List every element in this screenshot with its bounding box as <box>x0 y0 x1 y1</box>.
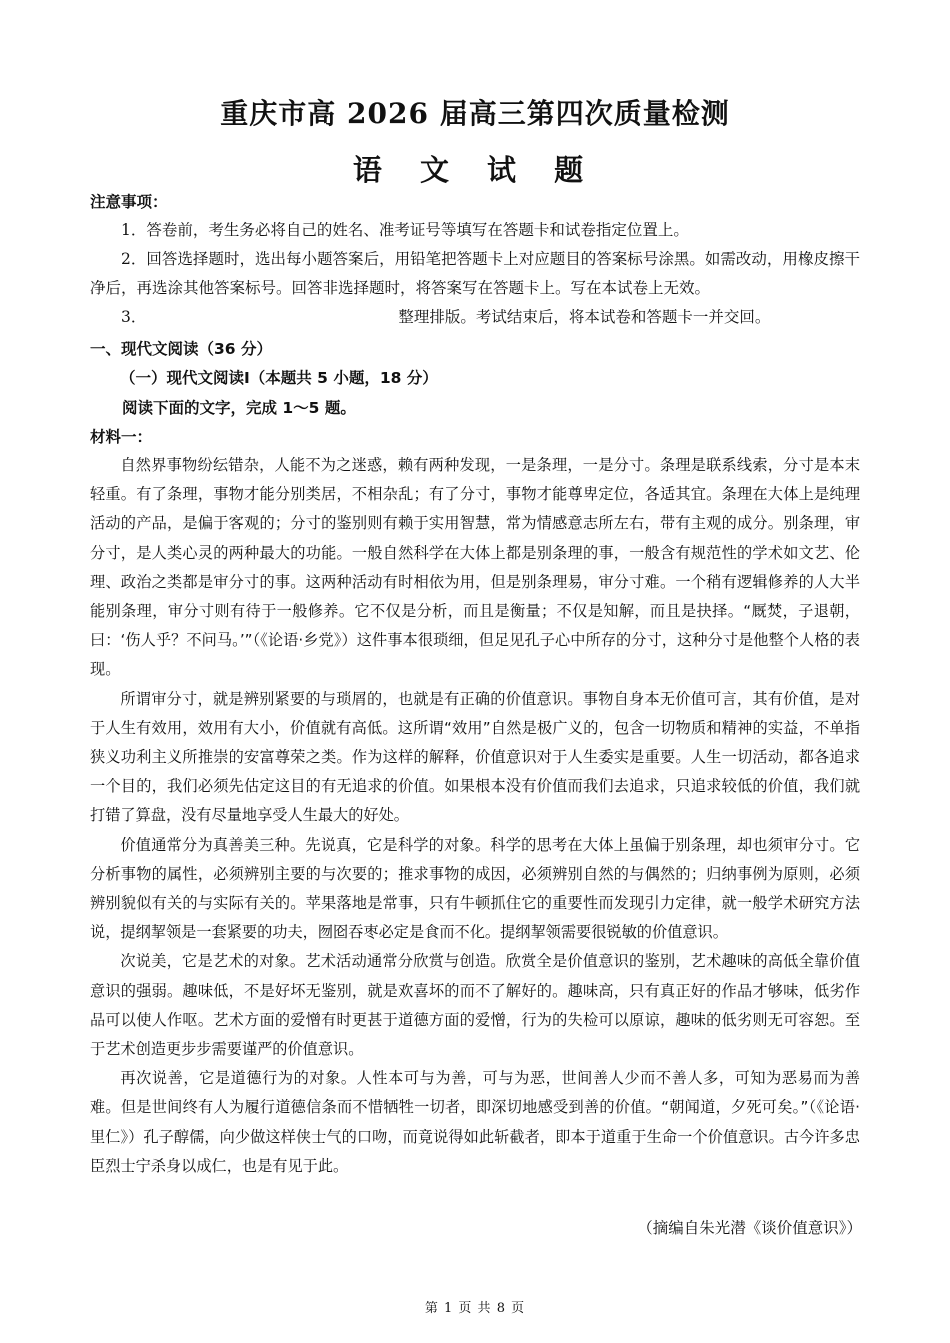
passage-paragraph-3: 价值通常分为真善美三种。先说真，它是科学的对象。科学的思考在大体上虽偏于别条理，却也须审分寸。它分析事物的属性，必须辨别主要的与次要的；推求事物的成因，必须辨别自然的与偶然的；归纳事例为原则，必须辨别貌似有关的与实际有关的。苹果落地是常事，只有牛顿抓住它的重要性而发现引力定律，就一般学术研究方法说，提纲挈领是一套紧要的功夫，囫囵吞枣必定是食而不化。提纲挈领需要很锐敏的价值意识。 <box>90 835 860 942</box>
material-label: 材料一： <box>90 428 153 446</box>
notes-item-3 <box>90 303 860 332</box>
page-number: 第 1 页 共 8 页 <box>424 1301 526 1316</box>
passage-source: （摘编自朱光潜《谈价值意识》） <box>637 1219 862 1237</box>
reading-passage <box>90 451 860 1181</box>
notes-item-2: 2．回答选择题时，选出每小题答案后，用铅笔把答题卡上对应题目的答案标号涂黑。如需改动，用橡皮擦干净后，再选涂其他答案标号。回答非选择题时，将答案写在答题卡上。写在本试卷上无效。 <box>90 250 860 297</box>
notes-item-3-number: 3． <box>121 308 147 326</box>
notes-item-3-text: 整理排版。考试结束后，将本试卷和答题卡一并交回。 <box>398 308 771 326</box>
passage-paragraph-2: 所谓审分寸，就是辨别紧要的与琐屑的，也就是有正确的价值意识。事物自身本无价值可言，其有价值，是对于人生有效用，效用有大小，价值就有高低。这所谓“效用”自然是极广义的，包含一切物质和精神的实益，不单指狭义功利主义所推崇的安富尊荣之类。作为这样的解释，价值意识对于人生委实是重要。人生一切活动，都各追求一个目的，我们必须先估定这目的有无追求的价值。如果根本没有价值而我们去追求，只追求较低的价值，我们就打错了算盘，没有尽量地享受人生最大的好处。 <box>90 689 860 825</box>
exam-subject-title: 语 文 试 题 <box>352 153 598 187</box>
notes-heading: 注意事项： <box>90 193 168 211</box>
passage-paragraph-5: 再次说善，它是道德行为的对象。人性本可与为善，可与为恶，世间善人少而不善人多，可知为恶易而为善难。但是世间终有人为履行道德信条而不惜牺牲一切者，即深切地感受到善的价值。“朝闻道，夕死可矣。”（《论语·里仁》）孔子醇儒，向少做这样侠士气的口吻，而竟说得如此斩截者，即本于道重于生命一个价值意识。古今许多忠臣烈士宁杀身以成仁，也是有见于此。 <box>90 1069 860 1175</box>
subsection-heading: （一）现代文阅读Ⅰ（本题共 5 小题，18 分） <box>120 369 438 387</box>
passage-paragraph-4: 次说美，它是艺术的对象。艺术活动通常分欣赏与创造。欣赏全是价值意识的鉴别，艺术趣味的高低全靠价值意识的强弱。趣味低，不是好坏无鉴别，就是欢喜坏的而不了解好的。趣味高，只有真正好的作品才够味，低劣作品可以使人作呕。艺术方面的爱憎有时更甚于道德方面的爱憎，行为的失检可以原谅，趣味的低劣则无可容恕。至于艺术创造更步步需要谨严的价值意识。 <box>90 952 860 1059</box>
passage-paragraph-1: 自然界事物纷纭错杂，人能不为之迷惑，赖有两种发现，一是条理，一是分寸。条理是联系线索，分寸是本末轻重。有了条理，事物才能分别类居，不相杂乱；有了分寸，事物才能尊卑定位，各适其宜。条理在大体上是纯理活动的产品，是偏于客观的；分寸的鉴别则有赖于实用智慧，常为情感意志所左右，带有主观的成分。别条理，审分寸，是人类心灵的两种最大的功能。一般自然科学在大体上都是别条理的事，一般含有规范性的学术如文艺、伦理、政治之类都是审分寸的事。这两种活动有时相依为用，但是别条理易，审分寸难。一个稍有逻辑修养的人大半能别条理，审分寸则有待于一般修养。它不仅是分析，而且是衡量；不仅是知解，而且是抉择。“厩焚，子退朝，曰：‘伤人乎？不问马。’”（《论语·乡党》）这件事本很琐细，但足见孔子心中所存的分寸，这种分寸是他整个人格的表现。 <box>90 456 860 679</box>
exam-title: 重庆市高 2026 届高三第四次质量检测 <box>220 97 730 130</box>
reading-instruction: 阅读下面的文字，完成 1～5 题。 <box>122 399 356 417</box>
notes-item-1: 1．答卷前，考生务必将自己的姓名、准考证号等填写在答题卡和试卷指定位置上。 <box>121 221 689 239</box>
section-heading: 一、现代文阅读（36 分） <box>90 340 272 358</box>
notes-list <box>90 216 860 332</box>
